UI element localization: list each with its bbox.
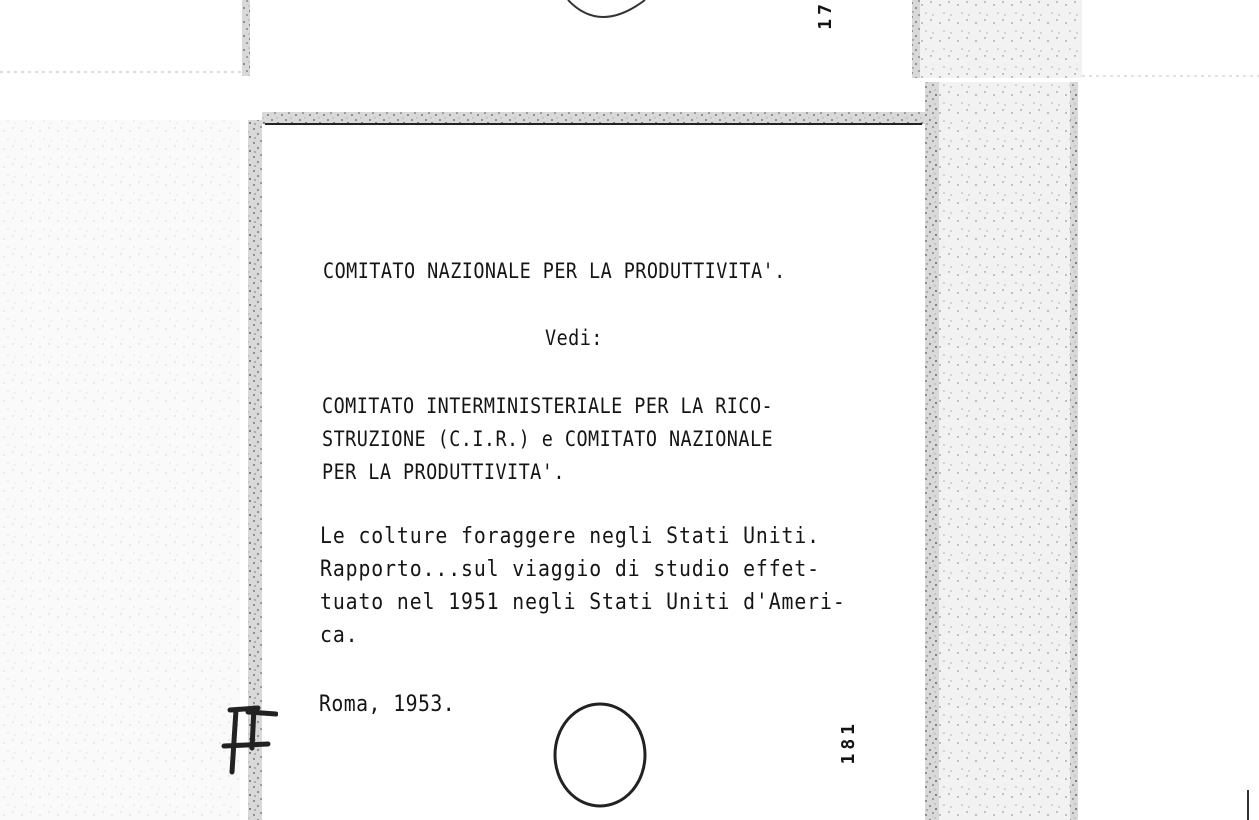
see-reference-label: Vedi: [545, 326, 603, 350]
imprint-place-date: Roma, 1953. [319, 692, 456, 717]
cross-reference-entry: COMITATO INTERMINISTERIALE PER LA RICO- STRUZIONE (C.I.R.) e COMITATO NAZIONALE PER LA PRODUTTIVITA'. [322, 394, 774, 484]
bibliographic-title: Le colture foraggere negli Stati Uniti. Rapporto...sul viaggio di studio effet- tuato nel 1951 negli Stati Uniti d'Ameri- ca. [320, 524, 846, 648]
card-number: 181 [838, 720, 859, 765]
card-heading: COMITATO NAZIONALE PER LA PRODUTTIVITA'. [323, 259, 786, 283]
handwritten-mark-icon [218, 700, 278, 780]
previous-card-number: 17 [815, 0, 836, 30]
punch-hole-icon [548, 700, 658, 810]
